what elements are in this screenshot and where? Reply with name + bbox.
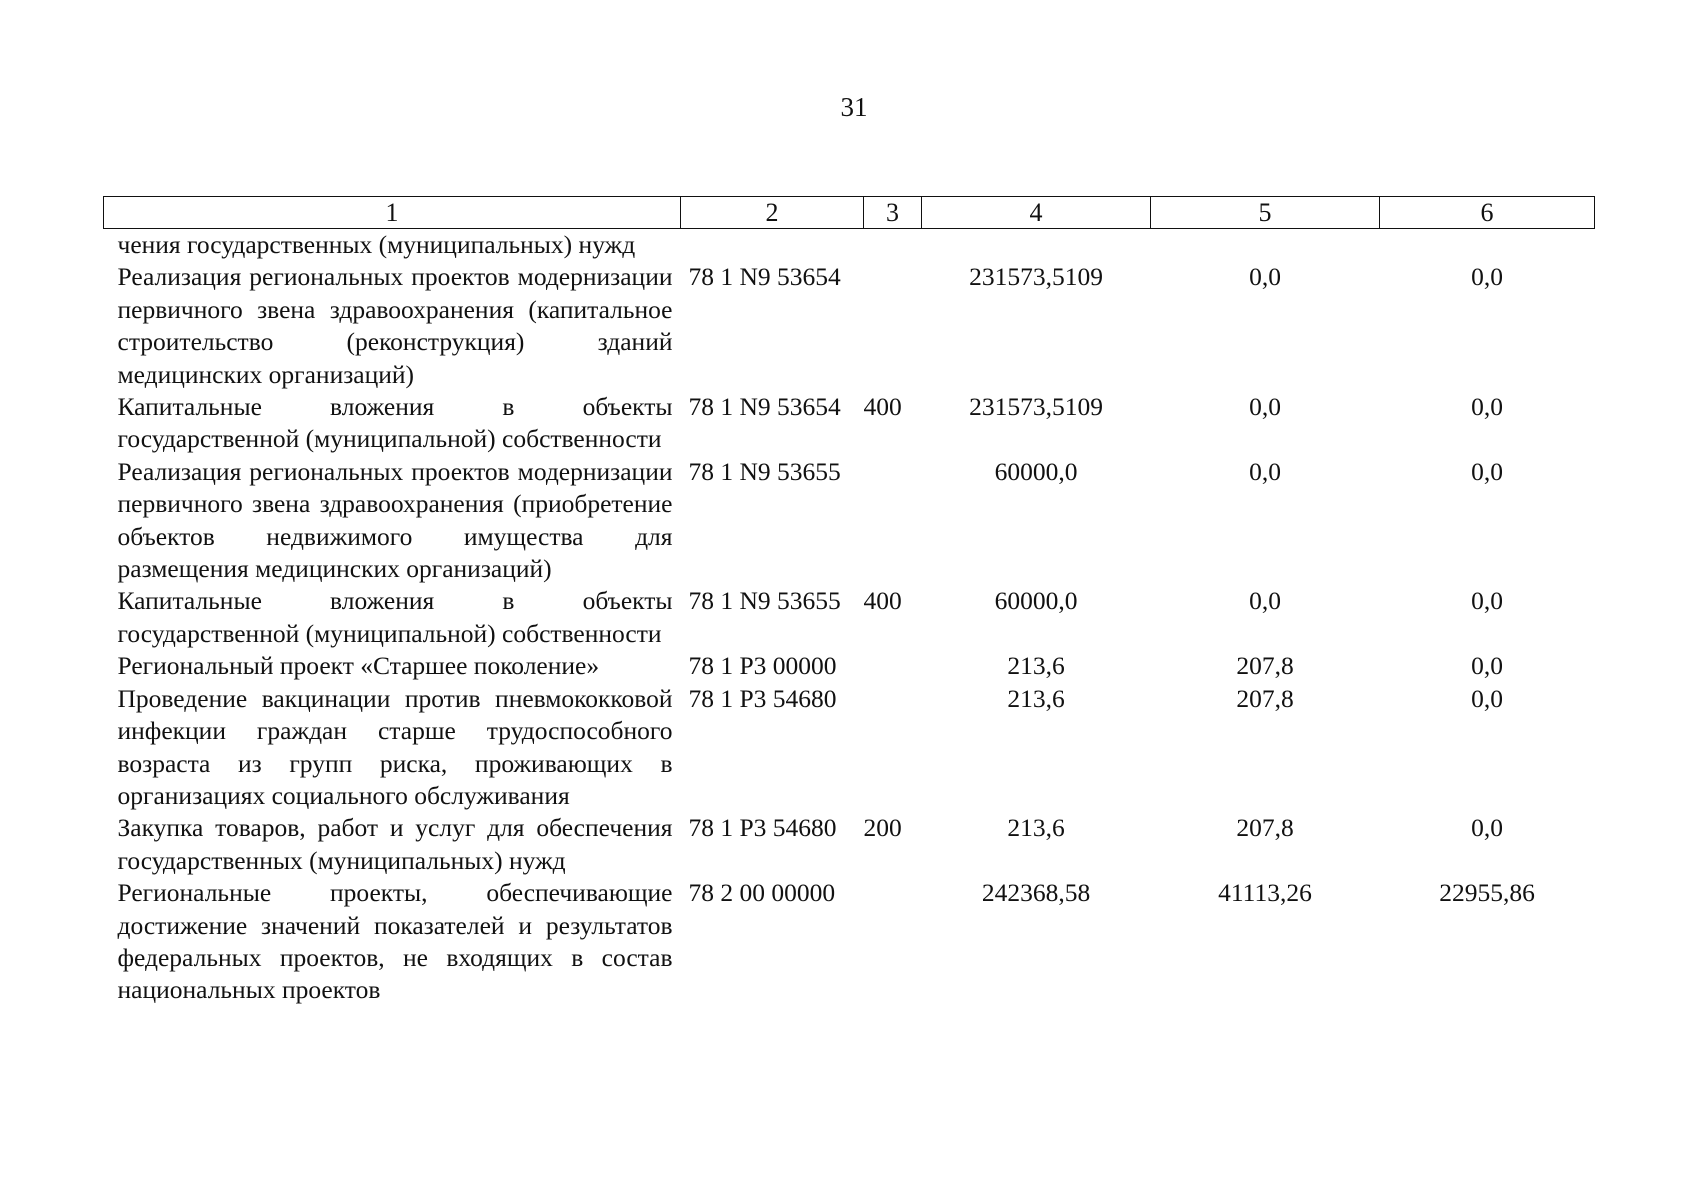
row-value-4: 60000,0 (994, 586, 1078, 616)
row-value-5: 207,8 (1236, 683, 1294, 713)
header-row (104, 197, 1595, 229)
row-value-6: 0,0 (1471, 456, 1503, 486)
row-value-4: 60000,0 (994, 456, 1078, 486)
row-value-5 (1151, 229, 1380, 262)
table-row (104, 585, 1595, 650)
row-value-5: 41113,26 (1218, 878, 1312, 908)
header-col-5: 5 (1151, 197, 1380, 229)
row-name: Капитальные вложения в объекты государственной (муниципальной) собственности (117, 392, 673, 454)
table-row (104, 650, 1595, 682)
table-row (104, 229, 1595, 262)
row-code: 78 2 00 00000 (688, 878, 836, 908)
row-value-6 (1380, 229, 1595, 262)
header-col-6: 6 (1380, 197, 1595, 229)
row-kind: 200 (863, 813, 902, 843)
row-value-4 (922, 229, 1151, 262)
row-value-5: 0,0 (1249, 586, 1281, 616)
row-code: 78 1 N9 53654 (688, 392, 841, 422)
row-code: 78 1 N9 53654 (688, 262, 841, 292)
header-col-2: 2 (681, 197, 864, 229)
row-value-4: 213,6 (1007, 651, 1065, 681)
header-col-4: 4 (922, 197, 1151, 229)
row-code: 78 1 P3 54680 (688, 813, 837, 843)
row-name: чения государственных (муниципальных) нужд (117, 230, 636, 259)
row-kind (864, 650, 922, 682)
row-code: 78 1 N9 53655 (688, 456, 841, 486)
row-value-4: 213,6 (1007, 813, 1065, 843)
row-value-5: 207,8 (1236, 651, 1294, 681)
row-kind: 400 (863, 392, 902, 422)
row-value-6: 0,0 (1471, 392, 1503, 422)
row-code: 78 1 P3 00000 (688, 651, 837, 681)
row-value-4: 213,6 (1007, 683, 1065, 713)
row-value-6: 0,0 (1471, 683, 1503, 713)
row-kind (864, 877, 922, 1007)
row-value-5: 0,0 (1249, 456, 1281, 486)
row-name: Проведение вакцинации против пневмококковой инфекции граждан старше трудоспособного возраста из групп риска, проживающих в организациях социального обслуживания (117, 683, 673, 810)
row-kind: 400 (863, 586, 902, 616)
row-code: 78 1 P3 54680 (688, 683, 837, 713)
row-code: 78 1 N9 53655 (688, 586, 841, 616)
row-name: Реализация региональных проектов модернизации первичного звена здравоохранения (приобретение объектов недвижимого имущества для размещения медицинских организаций) (117, 456, 673, 584)
row-name: Реализация региональных проектов модернизации первичного звена здравоохранения (капитальное строительство (реконструкция) зданий медицинских организаций) (117, 262, 673, 389)
table-row (104, 877, 1595, 1007)
row-value-6: 0,0 (1471, 586, 1503, 616)
row-kind (864, 456, 922, 586)
table-body (104, 229, 1595, 1007)
row-kind (864, 229, 922, 262)
row-value-6: 22955,86 (1439, 878, 1535, 908)
row-kind (864, 683, 922, 813)
budget-table (103, 196, 1595, 1007)
table-row (104, 261, 1595, 391)
row-value-4: 231573,5109 (969, 262, 1103, 292)
row-value-4: 231573,5109 (969, 392, 1103, 422)
row-value-5: 0,0 (1249, 392, 1281, 422)
row-name: Региональный проект «Старшее поколение» (117, 651, 600, 681)
row-value-5: 0,0 (1249, 262, 1281, 292)
table-row (104, 683, 1595, 813)
row-value-6: 0,0 (1471, 813, 1503, 843)
row-name: Капитальные вложения в объекты государственной (муниципальной) собственности (117, 586, 673, 648)
row-value-6: 0,0 (1471, 262, 1503, 292)
table-row (104, 456, 1595, 586)
header-col-3: 3 (864, 197, 922, 229)
table-row (104, 391, 1595, 456)
row-name: Региональные проекты, обеспечивающие достижение значений показателей и результатов федеральных проектов, не входящих в состав национальных проектов (117, 878, 673, 1005)
page-number: 31 (840, 92, 868, 122)
row-name: Закупка товаров, работ и услуг для обеспечения государственных (муниципальных) нужд (117, 813, 673, 875)
row-value-5: 207,8 (1236, 813, 1294, 843)
row-kind (864, 261, 922, 391)
table-header (104, 197, 1595, 229)
row-code (681, 229, 864, 262)
row-value-6: 0,0 (1471, 651, 1503, 681)
table-row (104, 812, 1595, 877)
header-col-1: 1 (104, 197, 681, 229)
row-value-4: 242368,58 (981, 878, 1091, 908)
